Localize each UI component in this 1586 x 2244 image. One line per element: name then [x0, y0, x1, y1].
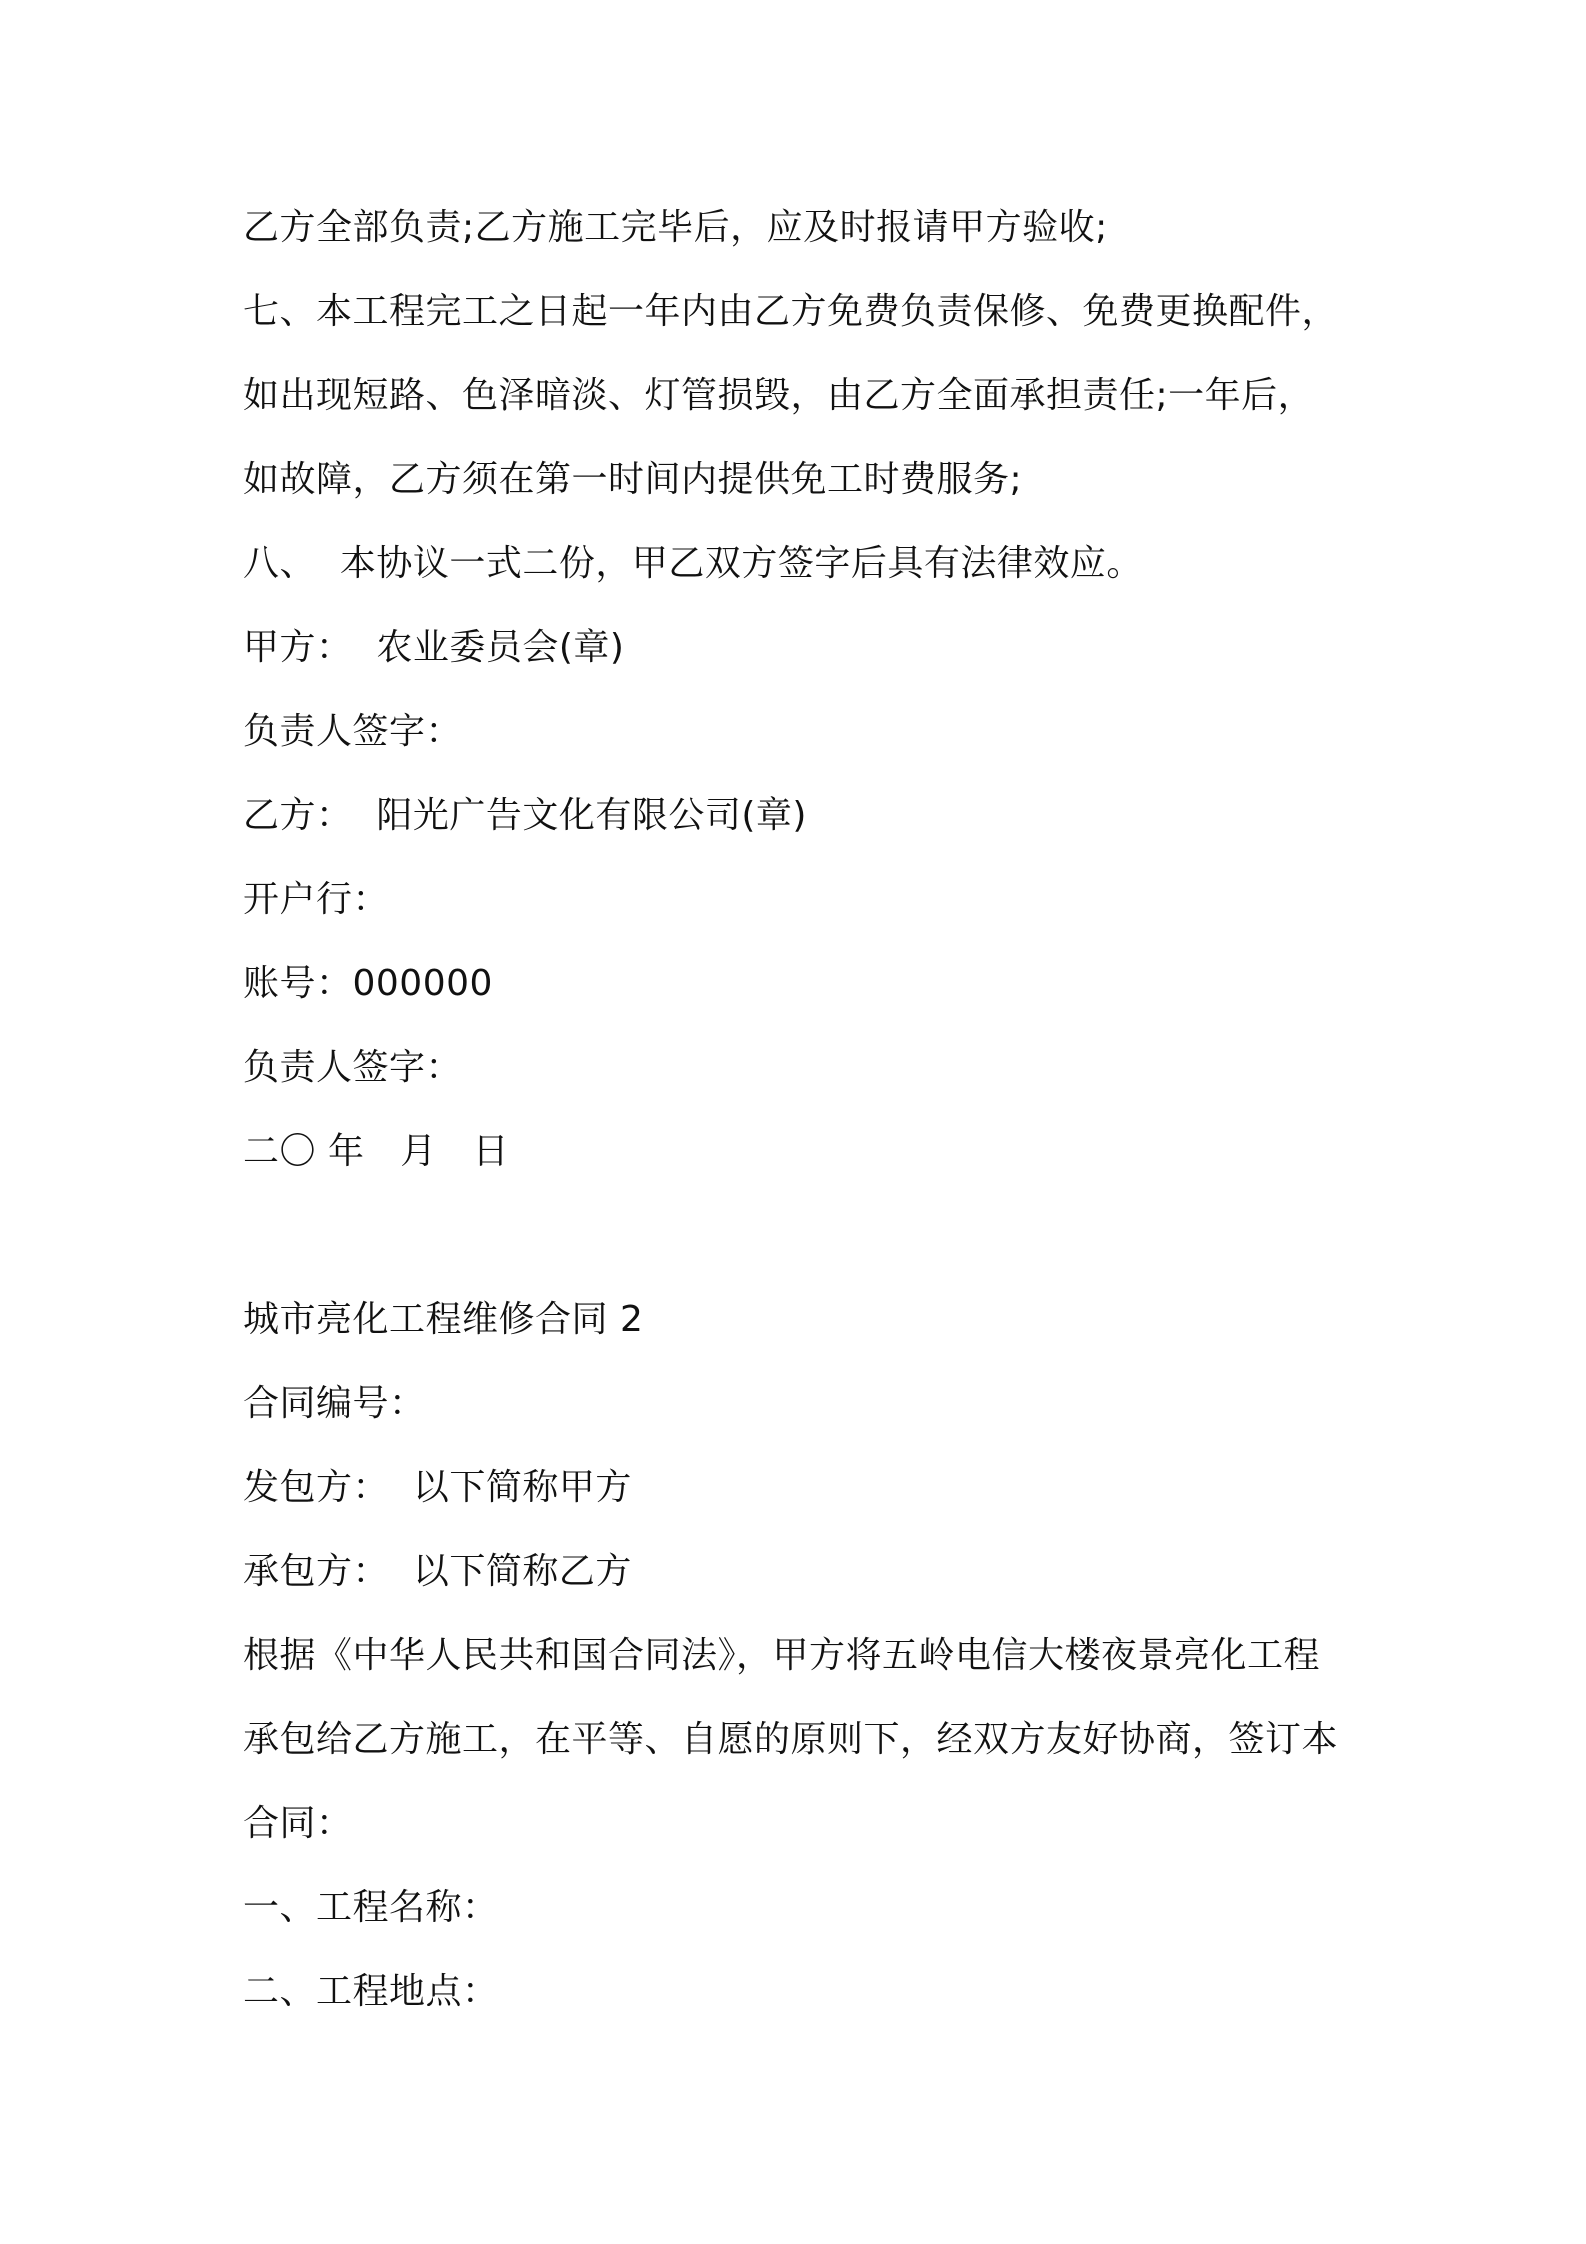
section-title: 城市亮化工程维修合同 2 — [243, 1299, 644, 1340]
text-line: 八、 本协议一式二份，甲乙双方签字后具有法律效应。 — [243, 543, 1143, 584]
text-line: 负责人签字： — [243, 1047, 463, 1088]
text-line: 发包方： 以下简称甲方 — [243, 1467, 632, 1508]
text-line: 二〇 年 月 日 — [243, 1131, 510, 1172]
text-line: 承包给乙方施工，在平等、自愿的原则下，经双方友好协商，签订本 — [243, 1719, 1339, 1760]
text-line: 七、本工程完工之日起一年内由乙方免费负责保修、免费更换配件， — [243, 291, 1339, 332]
text-line: 负责人签字： — [243, 711, 463, 752]
text-line: 承包方： 以下简称乙方 — [243, 1551, 632, 1592]
text-line: 乙方： 阳光广告文化有限公司(章) — [243, 795, 807, 836]
text-line: 如故障，乙方须在第一时间内提供免工时费服务; — [243, 459, 1023, 500]
text-line: 合同编号： — [243, 1383, 426, 1424]
text-line: 根据《中华人民共和国合同法》，甲方将五岭电信大楼夜景亮化工程 — [243, 1635, 1321, 1676]
text-line: 如出现短路、色泽暗淡、灯管损毁，由乙方全面承担责任;一年后， — [243, 375, 1315, 416]
text-line: 二、工程地点： — [243, 1971, 499, 2012]
text-line: 合同： — [243, 1803, 353, 1844]
text-line: 一、工程名称： — [243, 1887, 499, 1928]
text-line: 乙方全部负责;乙方施工完毕后，应及时报请甲方验收; — [243, 207, 1108, 248]
text-line: 账号：000000 — [243, 963, 493, 1004]
text-line: 甲方： 农业委员会(章) — [243, 627, 625, 668]
text-line: 开户行： — [243, 879, 390, 920]
